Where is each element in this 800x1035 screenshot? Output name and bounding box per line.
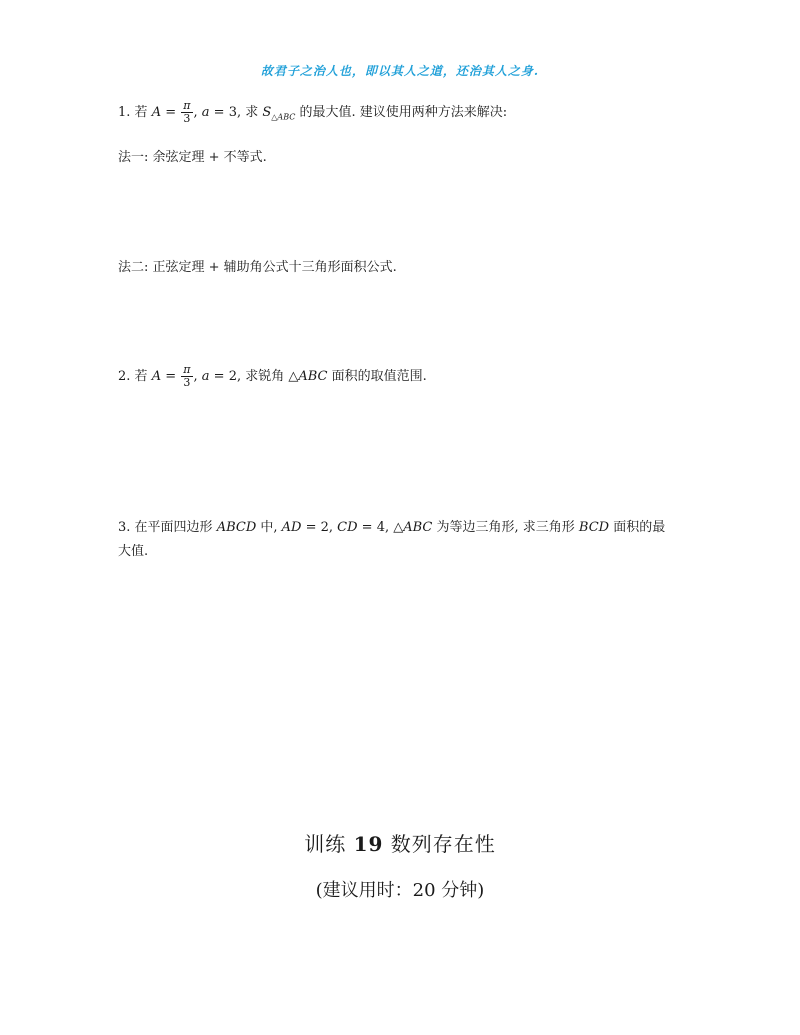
question-1 bbox=[118, 100, 688, 130]
math-op: = bbox=[161, 105, 181, 120]
question-number: 3. bbox=[118, 520, 131, 535]
question-3 bbox=[118, 516, 688, 564]
method-2: 法二: 正弦定理 + 辅助角公式十三角形面积公式. bbox=[118, 260, 397, 275]
section-prefix: 训练 bbox=[304, 832, 354, 856]
section-subtitle: (建议用时：20 分钟) bbox=[315, 880, 485, 901]
math-var: CD bbox=[337, 520, 358, 535]
math-var: a bbox=[201, 369, 210, 384]
math-op: , bbox=[193, 369, 202, 384]
math-var: A bbox=[151, 105, 162, 120]
math-var: a bbox=[201, 105, 210, 120]
section-title bbox=[0, 828, 800, 857]
math-var: ABC bbox=[298, 369, 328, 384]
text: 若 bbox=[134, 369, 148, 384]
text: 在平面四边形 bbox=[134, 520, 217, 535]
math-subscript: △ABC bbox=[271, 112, 296, 122]
text: 求锐角 △ bbox=[245, 369, 299, 384]
math-op: , bbox=[193, 105, 202, 120]
text: 求 bbox=[245, 105, 263, 120]
math-var: S bbox=[262, 105, 272, 120]
question-number: 2. bbox=[118, 369, 131, 384]
section-suffix: 数列存在性 bbox=[383, 832, 496, 856]
header-motto: 故君子之治人也，即以其人之道，还治其人之身. bbox=[260, 64, 540, 78]
math-op: = 4, △ bbox=[357, 520, 404, 535]
question-number: 1. bbox=[118, 105, 131, 120]
math-var: ABC bbox=[403, 520, 433, 535]
math-op: = bbox=[161, 369, 181, 384]
math-op: = 3, bbox=[209, 105, 246, 120]
text: 若 bbox=[134, 105, 148, 120]
math-var: AD bbox=[281, 520, 302, 535]
method-1: 法一: 余弦定理 + 不等式. bbox=[118, 150, 267, 165]
math-op: = 2, bbox=[301, 520, 338, 535]
fraction bbox=[181, 364, 192, 389]
fraction-numerator: π bbox=[183, 363, 191, 376]
math-var: ABCD bbox=[216, 520, 257, 535]
math-var: BCD bbox=[578, 520, 610, 535]
fraction-denominator: 3 bbox=[183, 376, 191, 389]
text: 面积的取值范围. bbox=[327, 369, 427, 384]
text: 中, bbox=[256, 520, 282, 535]
text: 的最大值. 建议使用两种方法来解决: bbox=[295, 105, 508, 120]
text: 大值. bbox=[118, 544, 149, 559]
fraction-numerator: π bbox=[183, 99, 191, 112]
fraction bbox=[181, 100, 192, 125]
text: 面积的最 bbox=[609, 520, 666, 535]
math-op: = 2, bbox=[209, 369, 246, 384]
math-var: A bbox=[151, 369, 162, 384]
question-2 bbox=[118, 364, 688, 389]
section-number: 19 bbox=[353, 832, 384, 856]
text: 为等边三角形, 求三角形 bbox=[432, 520, 579, 535]
fraction-denominator: 3 bbox=[183, 112, 191, 125]
